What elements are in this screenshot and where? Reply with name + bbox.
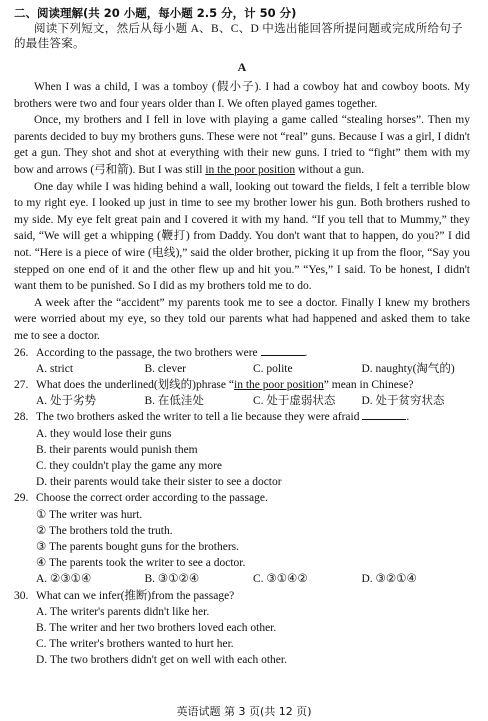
option-d[interactable]: D. their parents would take their sister to see a doctor	[36, 476, 282, 489]
passage-letter: A	[237, 60, 247, 74]
option-c[interactable]: C. The writer's brothers wanted to hurt her.	[36, 638, 234, 651]
answer-blank	[261, 345, 305, 356]
option-a[interactable]: A. they would lose their guns	[36, 427, 172, 440]
section-instruction: 阅读下列短文，然后从每小题 A、B、C、D 中选出能回答所提问题或完成所给句子的最佳答案。	[14, 23, 463, 50]
question-number: 27.	[14, 378, 29, 391]
option-d[interactable]: D. The two brothers didn't get on well with each other.	[36, 654, 287, 667]
question-29-options	[14, 571, 470, 587]
underlined-phrase: in the poor position	[205, 163, 296, 176]
option-b[interactable]: B. ③①②④	[144, 573, 200, 586]
section-title: 二、阅读理解(共 20 小题，每小题 2.5 分，计 50 分)	[14, 6, 297, 20]
passage-paragraph-4: A week after the “accident” my parents took me to see a doctor. Finally I knew my brothers were worried about my eye, so they told our parents what had happened and asked them to take me to see a doctor.	[14, 296, 470, 342]
passage-paragraph-3: One day while I was hiding behind a wall, looking out toward the fields, I felt a terrible blow to my right eye. I looked up just in time to see my brother lower his gun. Both brothers rushed to my side. My eye felt great pain and I covered it with my hand. “If you tell that to Mummy,” they said, “We will get a whipping (鞭打) from Daddy. You don't want that to happen, do you?” I did not. “Here is a piece of wire (电线),” said the older brother, picking it up from the floor, “Say you stepped on one end of it and the other flew up and hit you.” “Yes,” I said. To be honest, I didn't want them to be punished. So I did as my brothers told me to do.	[14, 180, 470, 293]
question-27-options	[14, 393, 470, 409]
option-a[interactable]: A. ②③①④	[36, 573, 92, 586]
question-29	[14, 490, 470, 506]
question-27	[14, 377, 470, 393]
paragraph-2-text: Once, my brothers and I fell in love with playing a game called “stealing horses”. Then my parents decided to buy my brothers guns. These were not “real” guns. Because I was a girl, I didn't get a gun. They shot and shot at everything with their new guns. I tried to “fight” them with my bow and arrows (弓和箭). But I was still	[14, 114, 470, 176]
passage-paragraph-1: When I was a child, I was a tomboy (假小子). I had a cowboy hat and cowboy boots. My brothers were two and four years older than I. We often played games together.	[14, 81, 470, 110]
question-number: 26.	[14, 346, 29, 359]
option-d[interactable]: D. naughty(淘气的)	[361, 362, 455, 375]
event-4: ④ The parents took the writer to see a doctor.	[36, 557, 246, 570]
question-26	[14, 345, 470, 361]
answer-blank	[362, 409, 406, 420]
question-stem: Choose the correct order according to the passage.	[36, 492, 268, 505]
option-b[interactable]: B. clever	[144, 362, 187, 375]
question-28	[14, 409, 470, 425]
option-b[interactable]: B. The writer and her two brothers loved each other.	[36, 621, 277, 634]
event-2: ② The brothers told the truth.	[36, 524, 173, 537]
question-stem: What can we infer(推断)from the passage?	[36, 589, 235, 602]
event-3: ③ The parents bought guns for the brothers.	[36, 540, 240, 553]
option-c[interactable]: C. polite	[253, 362, 293, 375]
option-d[interactable]: D. 处于贫穷状态	[361, 395, 445, 408]
option-c[interactable]: C. 处于虚弱状态	[253, 395, 336, 408]
question-30	[14, 588, 470, 604]
question-number: 28.	[14, 411, 29, 424]
paragraph-2-end: without a gun.	[295, 163, 365, 176]
question-stem: According to the passage, the two brothers were	[36, 346, 258, 359]
question-number: 29.	[14, 492, 29, 505]
question-stem: What does the underlined(划线的)phrase “	[36, 378, 234, 391]
option-b[interactable]: B. their parents would punish them	[36, 443, 198, 456]
option-b[interactable]: B. 在低洼处	[144, 395, 204, 408]
underlined-phrase: in the poor position	[234, 378, 324, 391]
question-stem: The two brothers asked the writer to tell a lie because they were afraid	[36, 411, 360, 424]
question-number: 30.	[14, 589, 29, 602]
option-a[interactable]: A. strict	[36, 362, 74, 375]
passage-paragraph-2	[14, 112, 470, 178]
question-stem-end: .	[304, 346, 308, 359]
question-26-options	[14, 361, 470, 377]
question-stem-end: ” mean in Chinese?	[323, 378, 414, 391]
option-a[interactable]: A. 处于劣势	[36, 395, 97, 408]
event-1: ① The writer was hurt.	[36, 508, 143, 521]
question-stem-end: .	[406, 411, 410, 424]
option-a[interactable]: A. The writer's parents didn't like her.	[36, 605, 210, 618]
option-c[interactable]: C. ③①④②	[253, 573, 308, 586]
page-footer: 英语试题 第 3 页(共 12 页)	[176, 705, 312, 718]
option-c[interactable]: C. they couldn't play the game any more	[36, 459, 223, 472]
option-d[interactable]: D. ③②①④	[361, 573, 417, 586]
